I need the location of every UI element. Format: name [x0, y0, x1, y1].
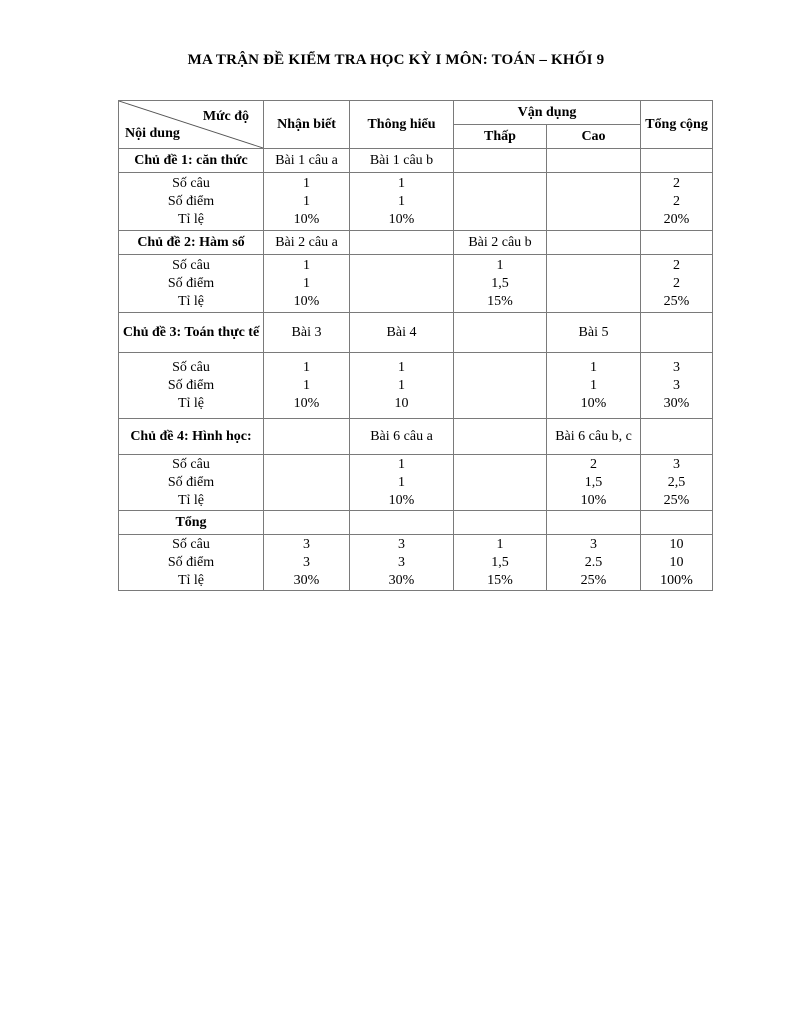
stat-value: 10% [293, 395, 320, 411]
stat-value: 15% [487, 572, 513, 588]
stat-value: 1 [398, 377, 405, 393]
stat-value [352, 257, 451, 275]
stats-cell [641, 353, 713, 419]
stats-cell [264, 535, 350, 591]
total-empty-cell [350, 511, 454, 535]
topic-name: Chủ đề 4: Hình học: [119, 419, 264, 455]
stats-cell [454, 255, 547, 313]
stats-cell [547, 455, 641, 511]
topic-item [264, 419, 350, 455]
stat-value: 1 [303, 377, 310, 393]
stat-value [456, 211, 544, 229]
topic-item [547, 231, 641, 255]
stat-value: 2 [673, 257, 681, 273]
stats-cell [264, 455, 350, 511]
stat-value: 2 [673, 275, 681, 291]
topic-row [119, 419, 713, 455]
stat-value: 1 [303, 359, 310, 375]
stat-value: 30% [663, 395, 690, 411]
stat-value [456, 359, 544, 377]
stats-cell [264, 353, 350, 419]
stat-value: 1 [398, 193, 405, 209]
stat-value: 1 [303, 275, 310, 291]
topic-item: Bài 3 [264, 313, 350, 353]
stat-value: 1 [496, 257, 504, 273]
stats-cell [547, 173, 641, 231]
topic-item: Bài 1 câu a [264, 149, 350, 173]
stats-labels [119, 173, 264, 231]
topic-row [119, 149, 713, 173]
matrix-table [118, 100, 713, 591]
label-so-cau: Số câu [172, 257, 210, 273]
topic-item: Bài 4 [350, 313, 454, 353]
stat-value: 15% [487, 293, 513, 309]
stat-value: 1 [303, 175, 310, 191]
stat-value: 10% [388, 211, 415, 227]
label-ti-le: Tỉ lệ [177, 211, 205, 227]
stats-cell [264, 255, 350, 313]
stat-value [456, 175, 544, 193]
stats-labels [119, 455, 264, 511]
stats-cell [350, 173, 454, 231]
label-so-diem: Số điểm [167, 554, 215, 570]
stats-cell [641, 455, 713, 511]
stat-value: 30% [388, 572, 415, 588]
header-van-dung: Vận dụng [454, 101, 641, 125]
stat-value [456, 193, 544, 211]
stats-cell [641, 255, 713, 313]
stat-value [456, 474, 544, 492]
topic-item [641, 419, 713, 455]
stat-value [266, 492, 347, 510]
stats-cell [454, 535, 547, 591]
stats-labels [119, 535, 264, 591]
stats-cell [641, 173, 713, 231]
stats-row [119, 455, 713, 511]
stats-cell [454, 455, 547, 511]
stat-value: 3 [303, 536, 310, 552]
stat-value [352, 275, 451, 293]
stat-value [456, 377, 544, 395]
stat-value: 10% [293, 293, 320, 309]
diagonal-header-cell [119, 101, 264, 149]
stat-value: 25% [663, 293, 690, 309]
topic-item: Bài 2 câu b [454, 231, 547, 255]
label-ti-le: Tỉ lệ [177, 492, 205, 508]
topic-row [119, 231, 713, 255]
stat-value: 2,5 [667, 474, 686, 490]
topic-item [641, 231, 713, 255]
stats-labels [119, 353, 264, 419]
stat-value: 1 [303, 257, 310, 273]
topic-item [641, 313, 713, 353]
stat-value: 10% [580, 395, 607, 411]
stat-value [456, 492, 544, 510]
stat-value: 3 [590, 536, 597, 552]
stat-value: 1,5 [584, 474, 603, 490]
stat-value: 1 [590, 359, 597, 375]
stat-value: 2 [673, 193, 681, 209]
topic-item: Bài 6 câu a [350, 419, 454, 455]
total-empty-cell [264, 511, 350, 535]
topic-item: Bài 1 câu b [350, 149, 454, 173]
header-tong-cong: Tổng cộng [641, 101, 713, 149]
stat-value: 3 [673, 377, 681, 393]
stat-value: 30% [293, 572, 320, 588]
stat-value: 1,5 [491, 554, 509, 570]
stat-value: 3 [303, 554, 310, 570]
stats-cell [547, 353, 641, 419]
stats-row [119, 353, 713, 419]
label-so-diem: Số điểm [167, 193, 215, 209]
label-ti-le: Tỉ lệ [177, 572, 205, 588]
stat-value [456, 456, 544, 474]
topic-item: Bài 2 câu a [264, 231, 350, 255]
stats-cell [454, 173, 547, 231]
stat-value: 1,5 [491, 275, 509, 291]
stat-value: 1 [590, 377, 597, 393]
topic-row [119, 313, 713, 353]
header-cao: Cao [547, 125, 641, 149]
label-so-diem: Số điểm [167, 474, 215, 490]
stat-value: 3 [673, 456, 681, 472]
total-empty-cell [454, 511, 547, 535]
total-row [119, 511, 713, 535]
stat-value: 3 [673, 359, 681, 375]
topic-item [547, 149, 641, 173]
topic-item: Bài 5 [547, 313, 641, 353]
stats-cell [350, 455, 454, 511]
stat-value: 10% [293, 211, 320, 227]
total-empty-cell [547, 511, 641, 535]
label-so-cau: Số câu [172, 456, 210, 472]
header-thap: Thấp [454, 125, 547, 149]
page-title: MA TRẬN ĐỀ KIỂM TRA HỌC KỲ I MÔN: TOÁN – KHỐI 9 [187, 52, 605, 68]
stat-value [266, 456, 347, 474]
stat-value: 1 [303, 193, 310, 209]
topic-name: Chủ đề 3: Toán thực tế [119, 313, 264, 353]
label-so-cau: Số câu [172, 175, 210, 191]
topic-name: Chủ đề 2: Hàm số [119, 231, 264, 255]
header-thong-hieu: Thông hiểu [350, 101, 454, 149]
stat-value: 10 [669, 536, 684, 552]
label-ti-le: Tỉ lệ [177, 293, 205, 309]
stat-value: 1 [398, 456, 405, 472]
stat-value: 2 [673, 175, 681, 191]
stat-value: 3 [398, 554, 405, 570]
stat-value: 10 [669, 554, 684, 570]
stats-labels [119, 255, 264, 313]
topic-item [454, 313, 547, 353]
label-so-diem: Số điểm [167, 275, 215, 291]
stat-value: 20% [663, 211, 690, 227]
stats-row [119, 173, 713, 231]
header-nhan-biet: Nhận biết [264, 101, 350, 149]
header-noi-dung: Nội dung [125, 126, 180, 141]
stat-value: 10% [580, 492, 607, 508]
total-empty-cell [641, 511, 713, 535]
stats-cell [454, 353, 547, 419]
label-so-cau: Số câu [172, 536, 210, 552]
stats-cell [350, 255, 454, 313]
stats-row [119, 255, 713, 313]
stats-cell [547, 535, 641, 591]
stat-value: 1 [398, 359, 405, 375]
stat-value: 100% [660, 572, 693, 588]
stats-cell [547, 255, 641, 313]
stat-value: 1 [496, 536, 504, 552]
topic-item [350, 231, 454, 255]
stat-value [549, 293, 638, 311]
stat-value: 2 [590, 456, 597, 472]
stat-value [549, 175, 638, 193]
stat-value: 10% [388, 492, 415, 508]
stat-value: 2.5 [584, 554, 603, 570]
stat-value: 3 [398, 536, 405, 552]
stats-cell [641, 535, 713, 591]
stat-value [549, 257, 638, 275]
topic-item: Bài 6 câu b, c [547, 419, 641, 455]
stats-cell [350, 535, 454, 591]
topic-item [641, 149, 713, 173]
total-name: Tổng [119, 511, 264, 535]
stat-value: 1 [398, 175, 405, 191]
header-muc-do: Mức độ [202, 109, 249, 124]
topic-item [454, 149, 547, 173]
label-so-cau: Số câu [172, 359, 210, 375]
stat-value: 1 [398, 474, 405, 490]
topic-item [454, 419, 547, 455]
stats-cell [264, 173, 350, 231]
stat-value: 10 [394, 395, 409, 411]
stat-value [266, 474, 347, 492]
stat-value [549, 275, 638, 293]
label-so-diem: Số điểm [167, 377, 215, 393]
stat-value [549, 211, 638, 229]
stat-value: 25% [580, 572, 607, 588]
stat-value [352, 293, 451, 311]
stat-value [549, 193, 638, 211]
stats-row [119, 535, 713, 591]
stat-value [456, 395, 544, 413]
stats-cell [350, 353, 454, 419]
label-ti-le: Tỉ lệ [177, 395, 205, 411]
stat-value: 25% [663, 492, 690, 508]
topic-name: Chủ đề 1: căn thức [119, 149, 264, 173]
